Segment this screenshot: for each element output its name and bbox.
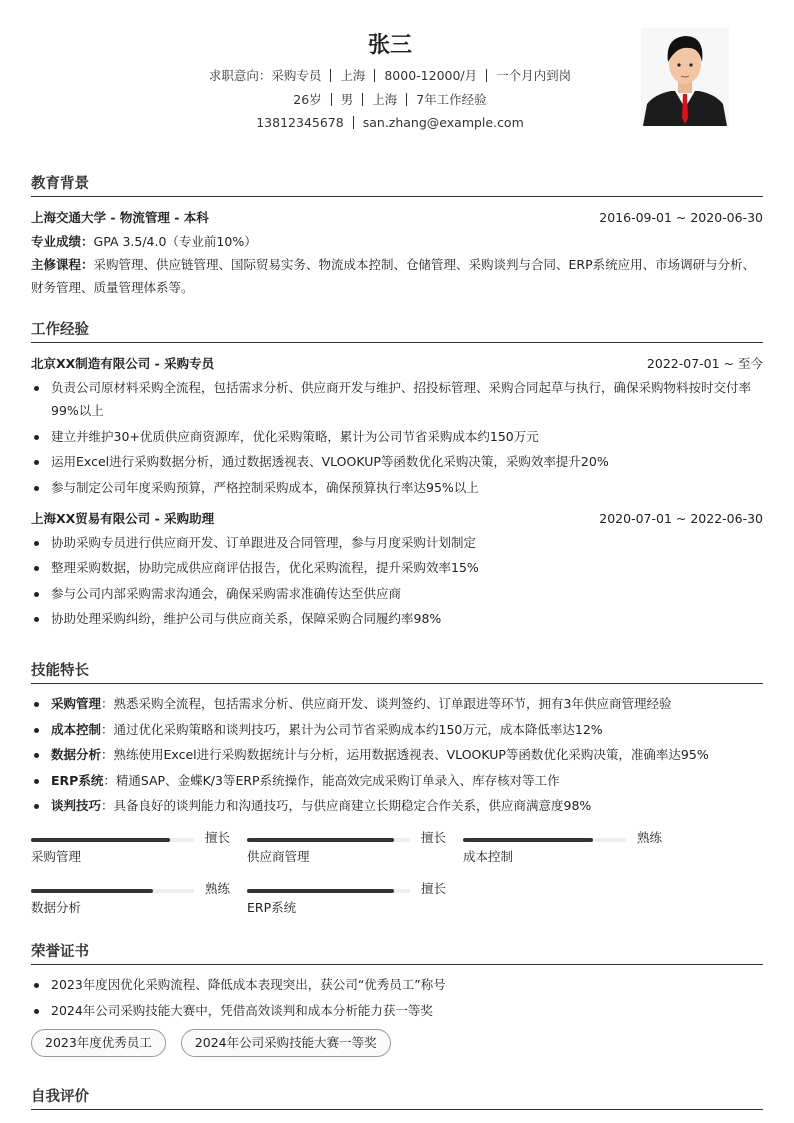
skill-bar xyxy=(463,831,679,873)
courses-line xyxy=(31,253,763,299)
skill-bar xyxy=(31,831,247,873)
list-item: 建立并维护30+优质供应商资源库，优化采购策略，累计为公司节省采购成本约150万元 xyxy=(31,425,763,448)
skill-text: ：通过优化采购策略和谈判技巧，累计为公司节省采购成本约150万元，成本降低率达12% xyxy=(101,721,603,737)
city: 上海 xyxy=(372,91,398,107)
skill-track xyxy=(247,889,410,893)
gpa-value: GPA 3.5/4.0（专业前10%） xyxy=(93,234,257,249)
list-item: 负责公司原材料采购全流程，包括需求分析、供应商开发与维护、招投标管理、采购合同起草与执行，确保采购物料按时交付率99%以上 xyxy=(31,376,763,422)
list-item: 2024年公司采购技能大赛中，凭借高效谈判和成本分析能力获一等奖 xyxy=(31,999,763,1022)
divider xyxy=(353,116,354,129)
skill-track xyxy=(31,838,194,842)
intent-availability: 一个月内到岗 xyxy=(496,68,572,83)
intent-position: 求职意向：采购专员 xyxy=(208,68,322,83)
phone: 13812345678 xyxy=(256,115,344,130)
section-title: 工作经验 xyxy=(31,317,763,343)
skill-label: 数据分析 xyxy=(51,747,102,762)
list-item xyxy=(31,692,763,715)
skill-track xyxy=(247,838,410,842)
skill-name: ERP系统 xyxy=(247,900,297,915)
skill-track xyxy=(31,889,194,893)
skill-bar xyxy=(247,831,463,873)
education-entry xyxy=(31,205,763,230)
divider xyxy=(486,69,487,82)
job-entry xyxy=(31,351,763,499)
skill-fill xyxy=(247,889,394,893)
skill-bars xyxy=(31,831,763,924)
skill-label: 采购管理 xyxy=(51,696,102,711)
skill-name: 供应商管理 xyxy=(247,849,310,864)
section-title: 自我评价 xyxy=(31,1084,763,1110)
skill-text: ：熟练使用Excel进行采购数据统计与分析，运用数据透视表、VLOOKUP等函数优化采购决策，准确率达95% xyxy=(101,747,709,762)
list-item: 协助采购专员进行供应商开发、订单跟进及合同管理，参与月度采购计划制定 xyxy=(31,531,763,554)
divider xyxy=(406,93,407,106)
skill-name: 采购管理 xyxy=(31,849,82,864)
skill-fill xyxy=(31,889,153,893)
honor-tags xyxy=(31,1029,763,1057)
gpa-label: 专业成绩： xyxy=(31,234,94,249)
list-item: 参与制定公司年度采购预算，严格控制采购成本，确保预算执行率达95%以上 xyxy=(31,476,763,499)
job-header xyxy=(31,351,763,376)
skill-level: 擅长 xyxy=(205,830,231,845)
job-entry xyxy=(31,506,763,631)
skills-section xyxy=(31,658,763,924)
job-date: 2022-07-01 ~ 至今 xyxy=(646,356,763,371)
courses-label: 主修课程： xyxy=(31,257,94,272)
divider xyxy=(362,93,363,106)
avatar-photo xyxy=(641,28,729,126)
courses-value: 采购管理、供应链管理、国际贸易实务、物流成本控制、仓储管理、采购谈判与合同、ERP系统应用、市场调研与分析、财务管理、质量管理体系等。 xyxy=(31,257,756,295)
gpa-line xyxy=(31,230,763,253)
honor-tag: 2024年公司采购技能大赛一等奖 xyxy=(181,1029,391,1057)
work-section xyxy=(31,317,763,633)
education-section xyxy=(31,171,763,299)
skill-level: 熟练 xyxy=(205,881,231,896)
list-item: 参与公司内部采购需求沟通会，确保采购需求准确传达至供应商 xyxy=(31,582,763,605)
skill-label: ERP系统 xyxy=(51,772,104,788)
section-title: 教育背景 xyxy=(31,171,763,197)
list-item xyxy=(31,769,763,792)
job-bullets xyxy=(31,531,763,631)
list-item xyxy=(31,794,763,817)
skill-name: 数据分析 xyxy=(31,900,82,915)
skill-text: ：精通SAP、金蝶K/3等ERP系统操作，能高效完成采购订单录入、库存核对等工作 xyxy=(103,772,560,788)
intent-salary: 8000-12000/月 xyxy=(384,68,478,83)
education-date: 2016-09-01 ~ 2020-06-30 xyxy=(599,210,763,225)
gender: 男 xyxy=(340,91,354,107)
education-heading: 上海交通大学 - 物流管理 - 本科 xyxy=(31,210,209,225)
honor-tag: 2023年度优秀员工 xyxy=(31,1029,166,1057)
skill-text: ：具备良好的谈判能力和沟通技巧，与供应商建立长期稳定合作关系，供应商满意度98% xyxy=(101,798,592,813)
skill-text: ：熟悉采购全流程，包括需求分析、供应商开发、谈判签约、订单跟进等环节，拥有3年供应商管理经验 xyxy=(101,696,672,711)
skill-level: 擅长 xyxy=(421,881,447,896)
job-date: 2020-07-01 ~ 2022-06-30 xyxy=(599,510,763,526)
skills-list xyxy=(31,692,763,817)
skill-label: 谈判技巧 xyxy=(51,798,102,813)
divider xyxy=(374,69,375,82)
list-item: 运用Excel进行采购数据分析，通过数据透视表、VLOOKUP等函数优化采购决策，采购效率提升20% xyxy=(31,450,763,473)
skill-label: 成本控制 xyxy=(51,721,102,737)
skill-fill xyxy=(463,838,593,842)
divider xyxy=(331,93,332,106)
skill-fill xyxy=(31,838,170,842)
section-title: 荣誉证书 xyxy=(31,939,763,965)
skill-track xyxy=(463,838,626,842)
intent-city: 上海 xyxy=(340,68,366,83)
skill-name: 成本控制 xyxy=(463,849,514,864)
list-item xyxy=(31,743,763,766)
self-evaluation-section xyxy=(31,1084,763,1118)
job-header xyxy=(31,506,763,531)
candidate-name: 张三 xyxy=(367,33,412,58)
list-item: 协助处理采购纠纷，维护公司与供应商关系，保障采购合同履约率98% xyxy=(31,607,763,630)
age: 26岁 xyxy=(293,91,322,107)
skill-fill xyxy=(247,838,394,842)
experience-years: 7年工作经验 xyxy=(416,91,487,107)
section-title: 技能特长 xyxy=(31,658,763,684)
skill-bar xyxy=(247,882,463,924)
email: san.zhang@example.com xyxy=(362,115,524,130)
honors-list xyxy=(31,973,763,1022)
job-heading: 上海XX贸易有限公司 - 采购助理 xyxy=(31,510,215,526)
skill-level: 熟练 xyxy=(637,830,663,845)
list-item xyxy=(31,718,763,741)
skill-bar xyxy=(31,882,247,924)
honors-section xyxy=(31,939,763,1057)
skill-level: 擅长 xyxy=(421,830,447,845)
job-bullets xyxy=(31,376,763,499)
list-item: 整理采购数据，协助完成供应商评估报告，优化采购流程，提升采购效率15% xyxy=(31,556,763,579)
list-item: 2023年度因优化采购流程、降低成本表现突出，获公司“优秀员工”称号 xyxy=(31,973,763,996)
job-heading: 北京XX制造有限公司 - 采购专员 xyxy=(31,356,215,371)
divider xyxy=(330,69,331,82)
